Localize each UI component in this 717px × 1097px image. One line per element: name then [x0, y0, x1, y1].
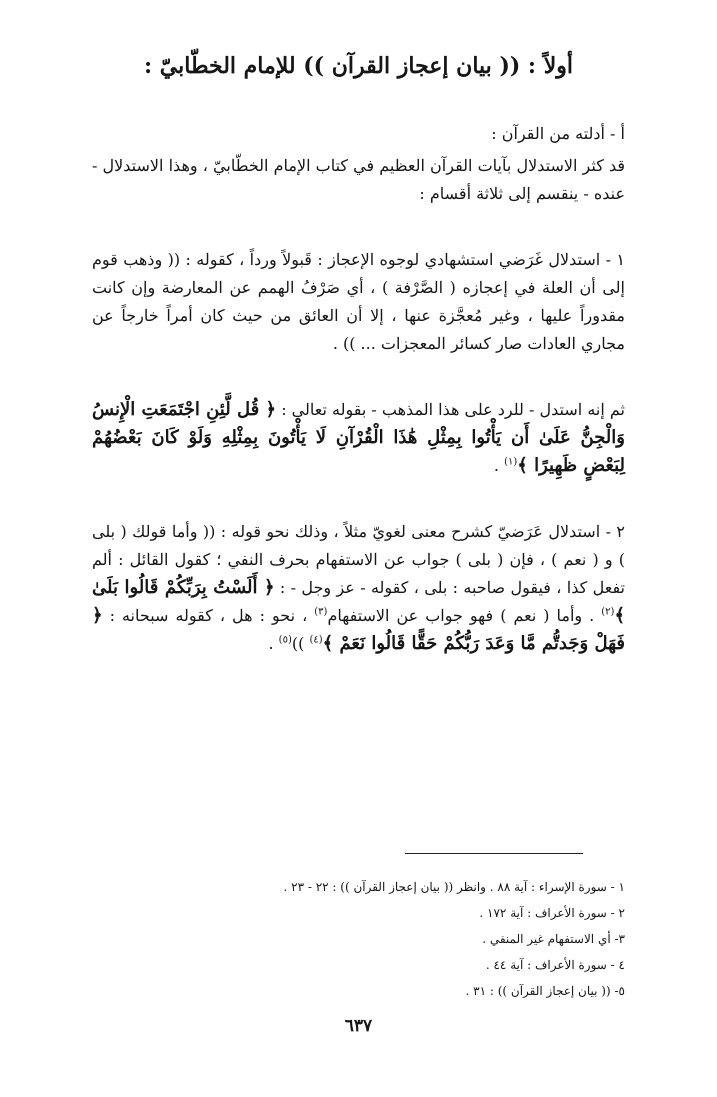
section-a-intro: قد كثر الاستدلال بآيات القرآن العظيم في كتاب الإمام الخطّابيّ ، وهذا الاستدلال - عنده - ينقسم إلى ثلاثة أقسام :: [92, 156, 625, 203]
page-number: ٦٣٧: [344, 1016, 373, 1036]
item-2-mid: . وأما ( نعم ) فهو جواب عن الاستفهام: [327, 606, 602, 625]
response-text: ثم إنه استدل - للرد على هذا المذهب - بقوله تعالى :: [281, 400, 625, 419]
footnote-3: ٣- أي الاستفهام غير المنفي .: [482, 932, 625, 946]
main-text: [92, 120, 625, 658]
footnote-2: ٢ - سورة الأعراف : آية ١٧٢ .: [479, 906, 625, 920]
quran-verse-isra: ﴿ قُل لَّئِنِ اجْتَمَعَتِ الْإِنسُ وَالْجِنُّ عَلَىٰ أَن يَأْتُوا بِمِثْلِ هَٰذَا الْقُرْآنِ لَا يَأْتُونَ بِمِثْلِهِ وَلَوْ كَانَ بَعْضُهُمْ لِبَعْضٍ ظَهِيرًا ﴾: [92, 399, 625, 476]
item-2-text: ٢ - استدلال عَرَضيّ كشرح معنى لغويّ مثلاً ، وذلك نحو قوله : (( وأما قولك ( بلى ) و ( نعم ) ، فإن ( بلى ) جواب عن الاستفهام بحرف النفي ؛ كقول القائل : ألم تفعل كذا ، فيقول صاحبه : بلى ، كقوله - عز وجل - :: [92, 522, 625, 597]
footnote-divider: [405, 853, 583, 854]
item-1-paragraph: ١ - استدلال غَرَضي استشهادي لوجوه الإعجاز : قَبولاً ورداً ، كقوله : (( وذهب قوم إلى أن العلة في إعجازه ( الصَّرْفة ) ، أي صَرْفُ الهمم عن المعارضة وإن كانت مقدوراً عليها ، وغير مُعجَّزة عنها ، إلا أن العائق من حيث كان أمراً خارجاً عن مجاري العادات صار كسائر المعجزات ... )) .: [92, 250, 626, 353]
response-paragraph: [92, 396, 625, 480]
footnote-ref-3[interactable]: (٣): [314, 606, 328, 618]
footnote-4: ٤ - سورة الأعراف : آية ٤٤ .: [485, 958, 625, 972]
response-tail: .: [493, 456, 505, 475]
item-2-tail: .: [268, 634, 279, 653]
item-2-close: )): [291, 634, 310, 653]
item-2-paragraph: [92, 518, 625, 658]
item-2-mid2: ، نحو : هل ، كقوله سبحانه :: [109, 606, 315, 625]
footnote-5: ٥- (( بيان إعجاز القرآن )) : ٣١ .: [465, 984, 625, 998]
footnote-ref-5[interactable]: (٥): [278, 634, 292, 646]
footnote-ref-4[interactable]: (٤): [309, 634, 323, 646]
quran-verse-araf-172: ﴿ أَلَسْتُ بِرَبِّكُمْ قَالُوا بَلَىٰ ﴾: [92, 577, 625, 626]
section-a-title: أ - أدلته من القرآن :: [491, 124, 625, 143]
footnote-ref-1[interactable]: (١): [504, 456, 518, 468]
page-heading: أولاً : (( بيان إعجاز القرآن )) للإمام الخطّابيّ :: [144, 53, 573, 79]
footnote-ref-2[interactable]: (٢): [601, 606, 615, 618]
footnotes: [92, 874, 625, 1004]
quran-verse-araf-44: ﴿ فَهَلْ وَجَدتُّم مَّا وَعَدَ رَبُّكُمْ حَقًّا قَالُوا نَعَمْ ﴾: [92, 605, 625, 654]
footnote-1: ١ - سورة الإسراء : آية ٨٨ . وانظر (( بيان إعجاز القرآن )) : ٢٢ - ٢٣ .: [283, 880, 625, 894]
